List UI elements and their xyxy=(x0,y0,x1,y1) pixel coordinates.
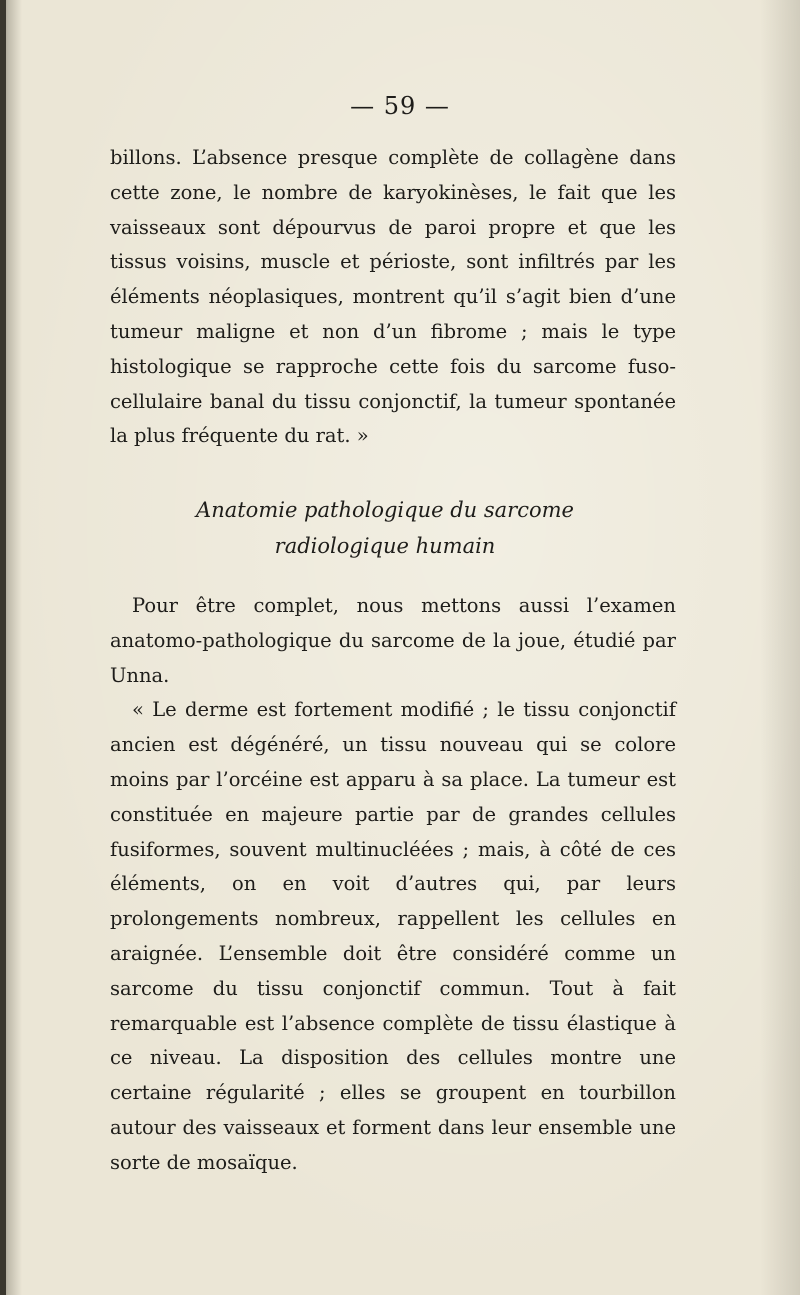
section-heading-line-2: radiologique humain xyxy=(274,534,496,558)
body-text-bottom xyxy=(110,589,676,1181)
page-number: — 59 — xyxy=(350,92,450,120)
paragraph: billons. L’absence presque complète de collagène dans cette zone, le nombre de karyokinèses, le fait que les vaisseaux sont dépourvus de paroi propre et que les tissus voisins, muscle et périoste, sont infiltrés par les éléments néoplasiques, montrent qu’il s’agit bien d’une tumeur maligne et non d’un fibrome ; mais le type histologique se rapproche cette fois du sarcome fuso-cellulaire banal du tissu conjonctif, la tumeur spontanée la plus fréquente du rat. » xyxy=(110,146,676,448)
section-heading xyxy=(0,492,770,564)
paragraph-quote: « Le derme est fortement modifié ; le tissu conjonctif ancien est dégénéré, un tissu nouveau qui se colore moins par l’orcéine est apparu à sa place. La tumeur est constituée en majeure partie par de grandes cellules fusiformes, souvent multinucléées ; mais, à côté de ces éléments, on en voit d’autres qui, par leurs prolongements nombreux, rappellent les cellules en araignée. L’ensemble doit être considéré comme un sarcome du tissu conjonctif commun. Tout à fait remarquable est l’absence complète de tissu élastique à ce niveau. La disposition des cellules montre une certaine régularité ; elles se groupent en tourbillon autour des vaisseaux et forment dans leur ensemble une sorte de mosaïque. xyxy=(110,698,676,1174)
body-text-top xyxy=(110,141,676,454)
book-spine-shadow xyxy=(0,0,6,1295)
paragraph: Pour être complet, nous mettons aussi l’examen anatomo-pathologique du sarcome de la joue, étudié par Unna. xyxy=(110,594,676,687)
section-heading-line-1: Anatomie pathologique du sarcome xyxy=(196,498,574,522)
